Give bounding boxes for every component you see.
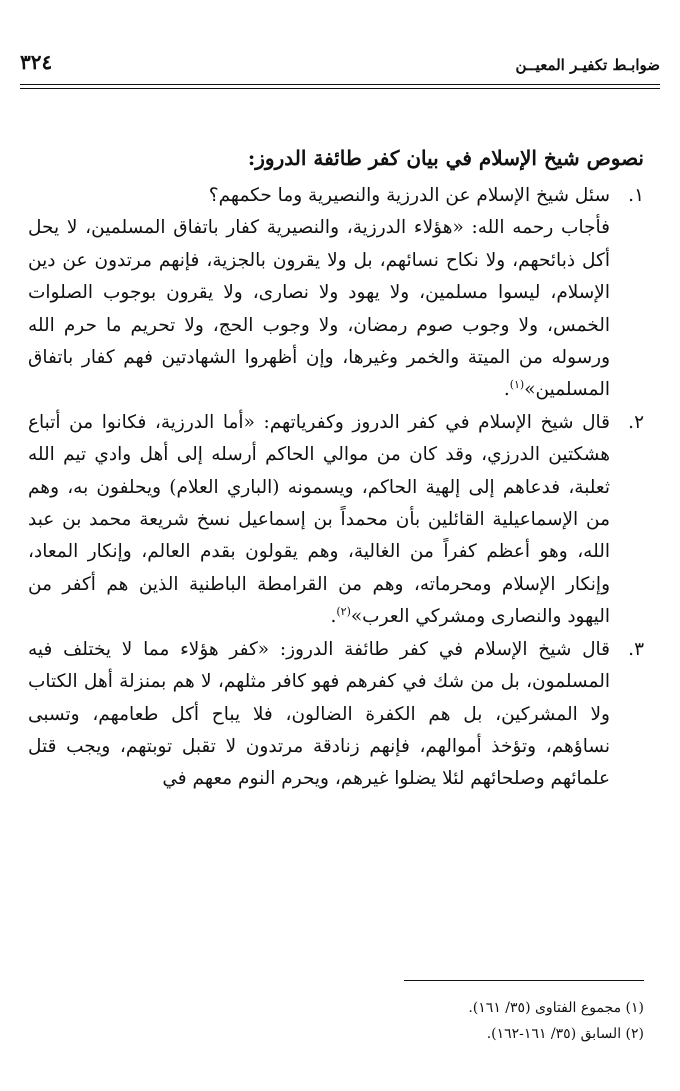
item-number: ٢. (628, 411, 644, 433)
footnote-reference: (٢) (336, 605, 351, 619)
item-number: ٣. (628, 638, 644, 660)
footnotes (30, 980, 644, 1047)
list-item (28, 407, 644, 634)
item-question: سئل شيخ الإسلام عن الدرزية والنصيرية وما حكمهم؟ (208, 185, 610, 206)
paragraph-text: قال شيخ الإسلام في كفر الدروز وكفرياتهم: «أما الدرزية، فكانوا من أتباع هشكتين الدرزي، وقد كان من موالي الحاكم أرسله إلى أهل وادي تيم الله ثعلبة، فدعاهم إلى إلهية الحاكم، ويسمونه (الباري العلام) ويحلفون به، وهم من الإسماعيلية القائلين بأن محمداً بن إسماعيل نسخ شريعة محمد بن عبد الله، وهو أعظم كفراً من الغالية، وهم يقولون بقدم العالم، وإنكار المعاد، وإنكار الإسلام ومحرماته، وهم من القرامطة الباطنية الذين هم أكفر من اليهود والنصارى ومشركي العرب» (28, 411, 610, 628)
item-number: ١. (628, 185, 644, 206)
page-header (20, 44, 660, 94)
footnote-reference: (١) (509, 378, 525, 392)
list-item (28, 634, 644, 796)
footnote: (٢) السابق (٣٥/ ١٦١-١٦٢). (486, 1026, 644, 1042)
item-paragraph: فأجاب رحمه الله: «هؤلاء الدرزية، والنصيرية كفار باتفاق المسلمين، لا يحل أكل ذبائحهم، ولا نكاح نسائهم، بل ولا يقرون بالجزية، فإنهم مرتدون عن دين الإسلام، ليسوا مسلمين، ولا يهود ولا نصارى، ولا يقرون بوجوب الصلوات الخمس، ولا وجوب صوم رمضان، ولا وجوب الحج، ولا تحريم ما حرم الله ورسوله من الميتة والخمر وغيرها، وإن أظهروا الشهادتين فهم كفار باتفاق المسلمين»$^{(١)}$. (28, 217, 610, 401)
main-content (28, 140, 644, 796)
list-item (28, 180, 644, 407)
running-title: ضوابـط تكفيـر المعيــن (515, 56, 660, 74)
item-paragraph: قال شيخ الإسلام في كفر الدروز وكفرياتهم: «أما الدرزية، فكانوا من أتباع هشكتين الدرزي، وقد كان من موالي الحاكم أرسله إلى أهل وادي تيم الله ثعلبة، فدعاهم إلى إلهية الحاكم، ويسمونه (الباري العلام) ويحلفون به، وهم من الإسماعيلية القائلين بأن محمداً بن إسماعيل نسخ شريعة محمد بن عبد الله، وهو أعظم كفراً من الغالية، وهم يقولون بقدم العالم، وإنكار المعاد، وإنكار الإسلام ومحرماته، وهم من القرامطة الباطنية الذين هم أكفر من اليهود والنصارى ومشركي العرب»$^{(٢)}$. (28, 411, 610, 628)
page-number: ٣٢٤ (20, 50, 53, 74)
header-rule (20, 84, 660, 89)
item-paragraph: قال شيخ الإسلام في كفر طائفة الدروز: «كفر هؤلاء مما لا يختلف فيه المسلمون، بل من شك في كفرهم فهو كافر مثلهم، لا هم بمنزلة أهل الكتاب ولا المشركين، بل هم الكفرة الضالون، فلا يباح أكل طعامهم، وتسبى نساؤهم، وتؤخذ أموالهم، فإنهم زنادقة مرتدون لا تقبل توبتهم، ويجب قتل علمائهم وصلحائهم لئلا يضلوا غيرهم، ويحرم النوم معهم في (28, 638, 610, 790)
footnote: (١) مجموع الفتاوى (٣٥/ ١٦١). (468, 1000, 644, 1016)
paragraph-text: فأجاب رحمه الله: «هؤلاء الدرزية، والنصيرية كفار باتفاق المسلمين، لا يحل أكل ذبائحهم، ولا نكاح نسائهم، بل ولا يقرون بالجزية، فإنهم مرتدون عن دين الإسلام، ليسوا مسلمين، ولا يهود ولا نصارى، ولا يقرون بوجوب الصلوات الخمس، ولا وجوب صوم رمضان، ولا وجوب الحج، ولا تحريم ما حرم الله ورسوله من الميتة والخمر وغيرها، وإن أظهروا الشهادتين فهم كفار باتفاق المسلمين» (28, 217, 610, 401)
footnote-rule (404, 980, 644, 981)
section-title: نصوص شيخ الإسلام في بيان كفر طائفة الدروز: (247, 146, 644, 170)
